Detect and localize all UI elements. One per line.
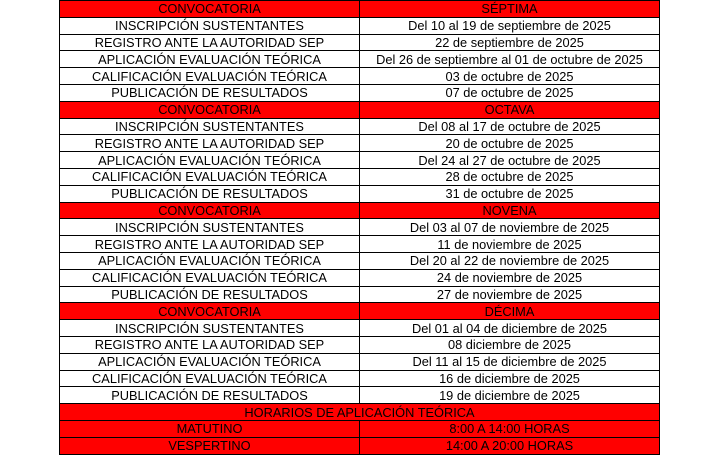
stage-label: APLICACIÓN EVALUACIÓN TEÓRICA	[60, 51, 360, 68]
schedule-row	[60, 336, 660, 353]
stage-label: CALIFICACIÓN EVALUACIÓN TEÓRICA	[60, 68, 360, 85]
stage-date: Del 24 al 27 de octubre de 2025	[360, 152, 660, 169]
convocatoria-number: OCTAVA	[360, 101, 660, 118]
stage-date: Del 08 al 17 de octubre de 2025	[360, 118, 660, 135]
schedule-row	[60, 269, 660, 286]
stage-label: CALIFICACIÓN EVALUACIÓN TEÓRICA	[60, 370, 360, 387]
stage-date: Del 11 al 15 de diciembre de 2025	[360, 353, 660, 370]
shift-hours: 8:00 A 14:00 HORAS	[360, 420, 660, 437]
convocatoria-label: CONVOCATORIA	[60, 202, 360, 219]
schedule-row	[60, 17, 660, 34]
convocatoria-label: CONVOCATORIA	[60, 1, 360, 18]
shift-label: VESPERTINO	[60, 437, 360, 454]
schedule-row	[60, 84, 660, 101]
stage-date: 27 de noviembre de 2025	[360, 286, 660, 303]
convocatoria-label: CONVOCATORIA	[60, 303, 360, 320]
stage-label: CALIFICACIÓN EVALUACIÓN TEÓRICA	[60, 269, 360, 286]
stage-date: 20 de octubre de 2025	[360, 135, 660, 152]
schedule-body	[60, 1, 660, 455]
stage-date: 07 de octubre de 2025	[360, 84, 660, 101]
convocatoria-number: DÉCIMA	[360, 303, 660, 320]
stage-label: PUBLICACIÓN DE RESULTADOS	[60, 387, 360, 404]
stage-date: 16 de diciembre de 2025	[360, 370, 660, 387]
stage-label: INSCRIPCIÓN SUSTENTANTES	[60, 219, 360, 236]
convocatoria-number: NOVENA	[360, 202, 660, 219]
schedule-row	[60, 51, 660, 68]
stage-label: REGISTRO ANTE LA AUTORIDAD SEP	[60, 135, 360, 152]
stage-label: PUBLICACIÓN DE RESULTADOS	[60, 84, 360, 101]
schedule-row	[60, 185, 660, 202]
schedule-row	[60, 135, 660, 152]
schedule-row	[60, 353, 660, 370]
schedule-table	[59, 0, 660, 455]
stage-date: Del 03 al 07 de noviembre de 2025	[360, 219, 660, 236]
convocatoria-header-row	[60, 1, 660, 18]
convocatoria-number: SÉPTIMA	[360, 1, 660, 18]
stage-date: 24 de noviembre de 2025	[360, 269, 660, 286]
stage-label: INSCRIPCIÓN SUSTENTANTES	[60, 320, 360, 337]
stage-date: 11 de noviembre de 2025	[360, 236, 660, 253]
schedule-row	[60, 320, 660, 337]
stage-date: Del 20 al 22 de noviembre de 2025	[360, 252, 660, 269]
schedule-row	[60, 152, 660, 169]
stage-date: Del 26 de septiembre al 01 de octubre de 2025	[360, 51, 660, 68]
stage-date: 28 de octubre de 2025	[360, 168, 660, 185]
horarios-title: HORARIOS DE APLICACIÓN TEÓRICA	[60, 404, 660, 421]
schedule-row	[60, 387, 660, 404]
stage-date: 08 diciembre de 2025	[360, 336, 660, 353]
convocatoria-header-row	[60, 202, 660, 219]
stage-label: REGISTRO ANTE LA AUTORIDAD SEP	[60, 236, 360, 253]
schedule-row	[60, 236, 660, 253]
shift-hours: 14:00 A 20:00 HORAS	[360, 437, 660, 454]
schedule-row	[60, 252, 660, 269]
schedule-row	[60, 168, 660, 185]
stage-date: Del 01 al 04 de diciembre de 2025	[360, 320, 660, 337]
stage-label: INSCRIPCIÓN SUSTENTANTES	[60, 17, 360, 34]
stage-label: APLICACIÓN EVALUACIÓN TEÓRICA	[60, 252, 360, 269]
shift-row	[60, 420, 660, 437]
schedule-row	[60, 118, 660, 135]
schedule-row	[60, 34, 660, 51]
schedule-row	[60, 370, 660, 387]
stage-label: PUBLICACIÓN DE RESULTADOS	[60, 286, 360, 303]
convocatoria-header-row	[60, 101, 660, 118]
stage-date: 19 de diciembre de 2025	[360, 387, 660, 404]
schedule-row	[60, 68, 660, 85]
convocatoria-header-row	[60, 303, 660, 320]
stage-label: INSCRIPCIÓN SUSTENTANTES	[60, 118, 360, 135]
stage-label: CALIFICACIÓN EVALUACIÓN TEÓRICA	[60, 168, 360, 185]
stage-date: 31 de octubre de 2025	[360, 185, 660, 202]
stage-date: Del 10 al 19 de septiembre de 2025	[360, 17, 660, 34]
stage-label: REGISTRO ANTE LA AUTORIDAD SEP	[60, 336, 360, 353]
stage-label: APLICACIÓN EVALUACIÓN TEÓRICA	[60, 152, 360, 169]
horarios-header-row	[60, 404, 660, 421]
shift-row	[60, 437, 660, 454]
stage-label: REGISTRO ANTE LA AUTORIDAD SEP	[60, 34, 360, 51]
stage-date: 22 de septiembre de 2025	[360, 34, 660, 51]
schedule-row	[60, 219, 660, 236]
stage-label: PUBLICACIÓN DE RESULTADOS	[60, 185, 360, 202]
shift-label: MATUTINO	[60, 420, 360, 437]
schedule-row	[60, 286, 660, 303]
stage-date: 03 de octubre de 2025	[360, 68, 660, 85]
convocatoria-label: CONVOCATORIA	[60, 101, 360, 118]
stage-label: APLICACIÓN EVALUACIÓN TEÓRICA	[60, 353, 360, 370]
